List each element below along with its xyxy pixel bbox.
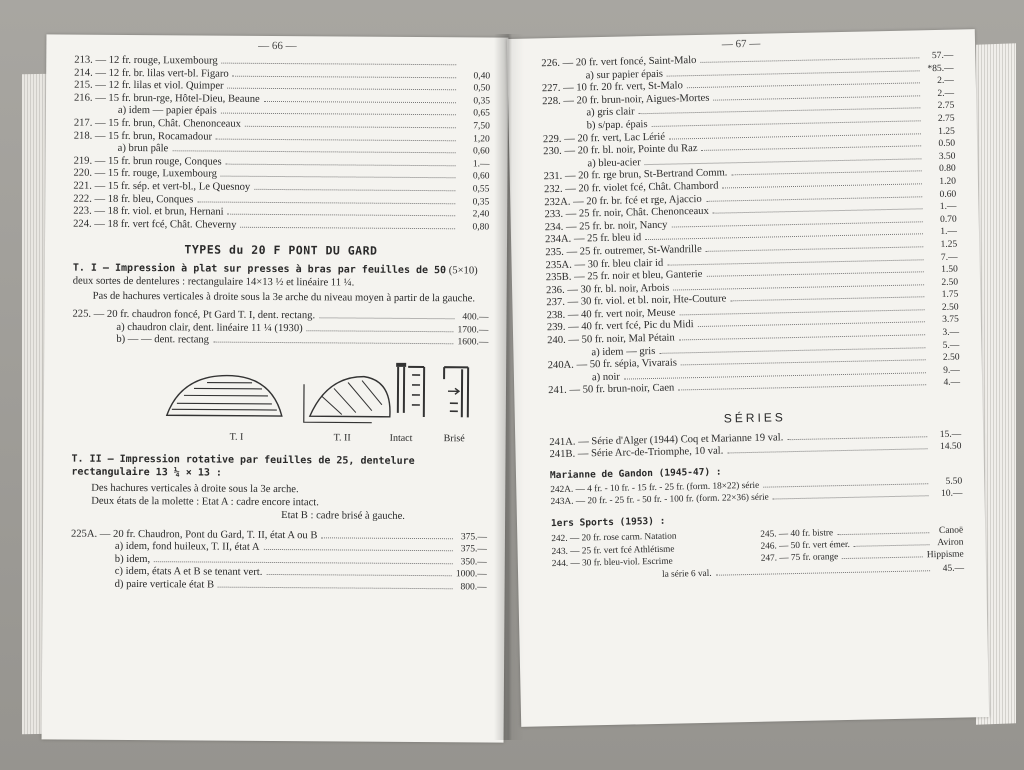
entry-text: 234. — 25 fr. br. noir, Nancy (544, 219, 668, 233)
entry-text: a) chaudron clair, dent. linéaire 11 ¼ (1930) (116, 321, 303, 334)
entry-value: 3.— (942, 327, 960, 338)
type-2-arch-drawing (304, 376, 390, 423)
leader-dots (731, 171, 921, 176)
leader-dots (213, 342, 453, 345)
entry-value: 2.50 (941, 302, 959, 313)
leader-dots (716, 570, 930, 575)
entry-value: 0,50 (473, 83, 491, 94)
leader-dots (842, 556, 923, 559)
entry-row (71, 579, 487, 594)
entry-value: *85.— (927, 63, 954, 74)
entry-value: 14.50 (940, 441, 962, 453)
diagram-label-broken: Brisé (443, 432, 465, 445)
leader-dots (254, 189, 455, 191)
entry-value: 1.50 (941, 264, 958, 276)
entry-value: Hippisme (926, 549, 964, 561)
entry-text: 246. — 50 fr. vert émer. (760, 539, 850, 552)
sports-entry: 244. — 30 fr. bleu-viol. Escrime (551, 556, 673, 570)
leader-dots (222, 63, 457, 66)
arch-diagram-illustration (72, 352, 493, 451)
entry-value: 45.— (942, 563, 965, 574)
entry-text: 215. — 12 fr. lilas et viol. Quimper (74, 79, 224, 92)
entry-value: 9.— (943, 365, 960, 376)
entry-value: 1.— (940, 226, 958, 238)
entry-text: 241A. — Série d'Alger (1944) Coq et Marianne 19 val. (549, 431, 784, 448)
leader-dots (266, 574, 451, 576)
leader-dots (307, 330, 454, 332)
entry-text: a) idem — papier épais (117, 105, 217, 117)
entry-text: d) paire verticale état B (114, 578, 215, 591)
entry-value: 0,60 (472, 171, 490, 182)
entry-value: 2,40 (472, 209, 490, 220)
pont-du-gard-type-diagram (72, 352, 489, 451)
leader-dots (706, 246, 924, 252)
entry-value: 3.75 (942, 315, 959, 326)
entry-value: 375.— (460, 544, 487, 555)
entry-value: 1000.— (455, 569, 487, 580)
type-1-description (73, 261, 489, 290)
leader-dots (264, 101, 456, 103)
diagram-label-t2: T. II (333, 432, 351, 444)
entry-text: 220. — 15 fr. rouge, Luxembourg (73, 167, 217, 180)
sports-left-column (551, 529, 755, 571)
entry-text: b) idem, (114, 553, 151, 566)
sports-right-column (760, 525, 964, 567)
entry-value: 1.— (472, 159, 490, 170)
leader-dots (679, 334, 925, 340)
right-page (507, 29, 989, 727)
entry-value: 2.50 (941, 277, 959, 288)
entry-text: a) idem — gris (591, 345, 656, 358)
leader-dots (713, 208, 923, 213)
entry-text: 225. — 20 fr. chaudron foncé, Pt Gard T. I, dent. rectang. (72, 308, 316, 322)
type-2-line-2: Deux états de la molette : Etat A : cadre encore intact. (91, 495, 319, 508)
entry-text: a) noir (591, 371, 621, 384)
entry-text: c) idem, états A et B se tenant vert. (114, 566, 263, 579)
entry-text: 230. — 20 fr. bl. noir, Pointe du Raz (543, 143, 698, 158)
entry-value: 375.— (460, 531, 488, 543)
leader-dots (773, 496, 929, 500)
leader-dots (197, 201, 455, 204)
type-2-line-3: Etat B : cadre brisé à gauche. (281, 509, 405, 522)
entry-text: 234A. — 25 fr. bleu id (544, 232, 642, 246)
leader-dots (221, 113, 456, 116)
entry-text: 227. — 10 fr. 20 fr. vert, St-Malo (541, 80, 683, 95)
entry-text: 241B. — Série Arc-de-Triomphe, 10 val. (549, 445, 724, 461)
leader-dots (681, 360, 926, 366)
entry-value: 4.— (943, 377, 961, 389)
entry-text: 216. — 15 fr. brun-rge, Hôtel-Dieu, Beaune (73, 92, 260, 105)
entry-text: 231. — 20 fr. rge brun, St-Bertrand Comm. (543, 167, 728, 183)
entry-text: 235A. — 30 fr. bleu clair id (545, 257, 664, 271)
leader-dots (216, 138, 456, 141)
leader-dots (667, 70, 920, 76)
entry-text: 235. — 25 fr. outremer, St-Wandrille (545, 243, 702, 259)
entry-value: 0,60 (472, 146, 490, 157)
book-gutter-shadow (494, 34, 524, 740)
entry-text: 239. — 40 fr. vert fcé, Pic du Midi (546, 319, 694, 334)
entry-text: 222. — 18 fr. bleu, Conques (73, 193, 194, 205)
entry-text: 243A. — 20 fr. - 25 fr. - 50 fr. - 100 fr. (form. 22×36) série (550, 492, 769, 508)
entry-value: 0,80 (472, 222, 490, 233)
entry-value: 0,65 (473, 108, 490, 119)
leader-dots (172, 150, 455, 153)
entry-text: 232. — 20 fr. violet fcé, Chât. Chambord (543, 180, 719, 196)
type-1-note: Pas de hachures verticales à droite sous la 3e arche du niveau moyen à partir de la gauche. (92, 290, 476, 305)
entry-text: 241. — 50 fr. brun-noir, Caen (548, 382, 675, 397)
entry-text: 233. — 25 fr. noir, Chât. Chenonceaux (544, 205, 709, 221)
marianne-heading: Marianne de Gandon (1945-47) : (549, 466, 722, 481)
entry-value: 1700.— (457, 324, 489, 335)
entry-text: 219. — 15 fr. brun rouge, Conques (73, 155, 222, 168)
entry-value: 0,35 (473, 96, 491, 107)
entry-value: 7,50 (473, 121, 490, 132)
entry-value: Canoë (938, 525, 964, 537)
leader-dots (321, 537, 453, 539)
entry-text: a) sur papier épais (585, 68, 664, 81)
leader-dots (706, 271, 923, 277)
leader-dots (669, 133, 921, 139)
leader-dots (671, 221, 922, 227)
entry-value: 0.60 (939, 189, 957, 200)
entry-value: 15.— (939, 429, 962, 440)
entry-text: 223. — 18 fr. viol. et brun, Hernani (73, 205, 224, 218)
entry-text: 218. — 15 fr. brun, Rocamadour (73, 130, 213, 143)
entry-text: 236. — 30 fr. bl. noir, Arbois (546, 282, 670, 296)
leader-dots (700, 57, 919, 63)
type-2-line-1: Des hachures verticales à droite sous la 3e arche. (91, 482, 299, 495)
entry-text: 214. — 12 fr. br. lilas vert-bl. Figaro (74, 67, 229, 80)
leader-dots (678, 385, 926, 391)
type-2-label: T. II — Impression rotative par feuilles de 25, dentelure rectangulaire 13 ¼ × 13 : (71, 453, 415, 479)
left-page (42, 34, 509, 742)
type-1-arch-drawing (167, 375, 282, 416)
sports-entry: 243. — 25 fr. vert fcé Athlétisme (551, 544, 675, 557)
entry-text: b) s/pap. épais (586, 119, 648, 132)
page-number: — 66 — (258, 39, 297, 53)
sports-heading: 1ers Sports (1953) : (550, 516, 666, 530)
entry-text: 237. — 30 fr. viol. et bl. noir, Hte-Couture (546, 293, 727, 309)
entry-value: Aviron (937, 537, 964, 549)
leader-dots (228, 88, 457, 91)
entry-value: 0.70 (939, 214, 957, 225)
diagram-label-intact: Intact (389, 432, 413, 444)
entry-text: 224. — 18 fr. vert fcé, Chât. Cheverny (73, 218, 237, 231)
leader-dots (673, 284, 924, 290)
section-heading-types: TYPES du 20 F PONT DU GARD (184, 242, 378, 259)
entry-text: 235B. — 25 fr. noir et bleu, Ganterie (545, 269, 703, 284)
leader-dots (702, 145, 922, 151)
leader-dots (713, 95, 920, 100)
leader-dots (264, 549, 453, 551)
entry-text: a) idem, fond huileux, T. II, état A (114, 541, 260, 554)
entry-text: 240. — 50 fr. noir, Mal Pétain (547, 332, 675, 347)
entry-value: 5.— (942, 340, 960, 351)
entry-text: a) bleu-acier (587, 156, 641, 170)
entry-text: b) — — dent. rectang (116, 333, 210, 346)
leader-dots (706, 196, 922, 202)
entry-value: 0,40 (473, 70, 491, 82)
leader-dots (837, 532, 929, 535)
entry-list (71, 528, 487, 594)
broken-frame-drawing (444, 367, 468, 417)
entry-value: 2.— (937, 88, 955, 99)
entry-row (73, 218, 489, 233)
entry-text: a) brun pâle (117, 143, 169, 155)
intact-frame-drawing (396, 363, 424, 417)
entry-text: 226. — 20 fr. vert foncé, Saint-Malo (541, 55, 697, 70)
entry-value: 1.— (939, 201, 957, 213)
entry-value: 0,35 (472, 196, 490, 208)
entry-value: 800.— (460, 582, 487, 593)
leader-dots (679, 309, 924, 315)
leader-dots (221, 176, 456, 179)
entry-value: 1.75 (941, 289, 959, 301)
type-1-label: T. I — Impression à plat sur presses à bras par feuilles de 50 (72, 262, 447, 277)
entry-list (541, 50, 960, 399)
entry-list (72, 308, 488, 349)
entry-text: a) gris clair (586, 106, 635, 119)
leader-dots (727, 448, 927, 453)
entry-value: 3.50 (938, 151, 956, 162)
entry-text: 225A. — 20 fr. Chaudron, Pont du Gard, T. II, état A ou B (70, 528, 318, 541)
entry-text: 245. — 40 fr. bistre (760, 528, 834, 540)
entry-value: 2.— (937, 75, 954, 87)
leader-dots (228, 214, 456, 217)
leader-dots (722, 183, 921, 188)
entry-value: 2.75 (937, 100, 955, 112)
entry-value: 1,20 (473, 133, 490, 145)
entry-list (73, 55, 490, 234)
leader-dots (154, 561, 453, 564)
open-catalog-book (36, 14, 996, 749)
entry-row (72, 334, 488, 349)
entry-text: 229. — 20 fr. vert, Lac Lérié (542, 131, 666, 145)
type-2-description (71, 452, 487, 481)
entry-text: 242A. — 4 fr. - 10 fr. - 15 fr. - 25 fr. (form. 18×22) série (550, 481, 760, 496)
leader-dots (245, 126, 456, 128)
entry-value: 0.80 (938, 163, 956, 175)
entry-value: 7.— (940, 252, 958, 263)
entry-text: 240A. — 50 fr. sépia, Vivarais (547, 357, 678, 372)
entry-value: 1.25 (938, 126, 955, 137)
leader-dots (763, 484, 928, 488)
entry-value: 0,55 (472, 184, 490, 195)
entry-value: 10.— (941, 488, 963, 500)
entry-text: 232A. — 20 fr. br. fcé et rge, Ajaccio (544, 193, 702, 208)
entry-text: 213. — 12 fr. rouge, Luxembourg (74, 54, 218, 67)
entry-value: 0.50 (938, 138, 956, 150)
entry-value: 1.25 (940, 239, 958, 250)
leader-dots (226, 163, 456, 166)
diagram-label-t1: T. I (229, 431, 244, 443)
entry-value: 2.50 (942, 352, 960, 364)
leader-dots (854, 544, 930, 547)
entry-text: 247. — 75 fr. orange (760, 552, 839, 564)
entry-value: 57.— (931, 50, 954, 62)
entry-value: 1600.— (457, 337, 489, 348)
section-heading-series: SÉRIES (723, 410, 786, 426)
entry-text: 221. — 15 fr. sép. et vert-bl., Le Quesnoy (73, 180, 251, 193)
page-number: — 67 — (721, 37, 761, 51)
entry-value: 1.20 (939, 176, 957, 187)
entry-text: 217. — 15 fr. brun, Chât. Chenonceaux (73, 117, 242, 130)
entry-value: 5.50 (945, 476, 963, 488)
entry-value: 400.— (462, 312, 489, 323)
leader-dots (319, 317, 454, 319)
leader-dots (233, 75, 457, 78)
sports-entry: 242. — 20 fr. rose carm. Natation (551, 531, 677, 545)
entry-value: 350.— (460, 557, 487, 568)
entry-value: 2.75 (937, 113, 955, 124)
leader-dots (687, 83, 920, 89)
leader-dots (698, 322, 925, 328)
leader-dots (787, 436, 927, 440)
entry-text: 228. — 20 fr. brun-noir, Aigues-Mortes (542, 92, 710, 108)
leader-dots (240, 226, 455, 228)
entry-text: la série 6 val. (661, 568, 712, 580)
series-list (549, 428, 961, 462)
type-1-continuation: (5×10) deux sortes de dentelures : rectangulaire 14×13 ½ et linéaire 11 ¼. (72, 265, 478, 289)
leader-dots (730, 297, 924, 302)
entry-text: 238. — 40 fr. vert noir, Meuse (546, 307, 676, 322)
leader-dots (218, 587, 453, 590)
